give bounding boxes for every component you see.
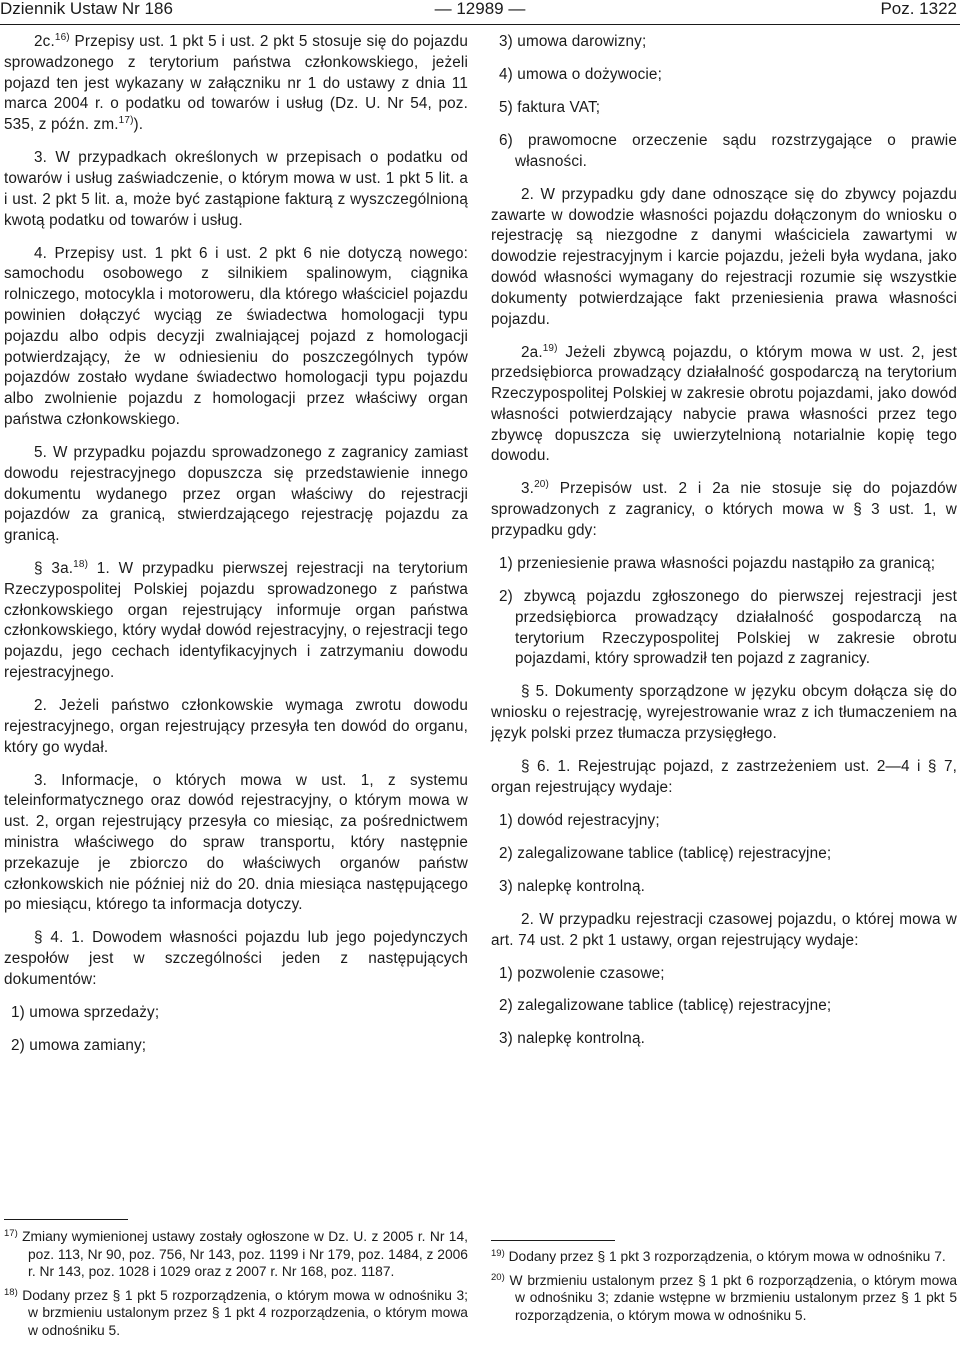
footnotes-right (491, 1248, 957, 1330)
paragraph-text: Przepisów ust. 2 i 2a nie stosuje się do pojazdów sprowadzonych z zagranicy, o których mowa w § 3 ust. 1, w przypadku gdy: (491, 480, 957, 540)
page-number: — 12989 — (434, 0, 526, 18)
paragraph-2c (4, 32, 468, 136)
list-item: 5) faktura VAT; (499, 98, 601, 116)
list-item: 1) pozwolenie czasowe; (499, 964, 665, 982)
paragraph-5-section: § 5. Dokumenty sporządzone w języku obcym dołącza się do wniosku o rejestrację, wyrejestrowanie wraz z ich tłumaczeniem na język polski przez tłumacza przysięgłego. (491, 683, 957, 742)
list-item: 1) dowód rejestracyjny; (499, 811, 660, 829)
footnote-number: 19) (491, 1247, 505, 1259)
list-item: 2) zbywcą pojazdu zgłoszonego do pierwszej rejestracji jest przedsiębiorca prowadzący działalność gospodarczą na terytorium Rzeczypospolitej Polskiej w zakresie obrotu pojazdami, który sprowadził ten pojazd z zagranicy. (499, 588, 957, 668)
paragraph-text: 1. W przypadku pierwszej rejestracji na terytorium Rzeczypospolitej Polskiej pojazdu sprowadzonego z państwa członkowskiego organ rejestrujący informuje organ państwa członkowskiego, który wydał dowód rejestracyjny, o rejestracji tego pojazdu, jego cechach identyfikacyjnych i zatrzymaniu dowodu rejestracyjnego. (4, 560, 468, 682)
paragraph-4: 4. Przepisy ust. 1 pkt 6 i ust. 2 pkt 6 nie dotyczą nowego: samochodu osobowego z silnikiem spalinowym, ciągnika rolniczego, motocykla i motoroweru, dla którego właściciel pojazdu powinien dołączyć wyciąg ze świadectwa homologacji typu pojazdu albo odpis decyzji zwalniającej pojazd z homologacji potwierdzający, że w odniesieniu do poszczególnych typów pojazdów zostało wydane świadectwo homologacji typu pojazdu albo zwolnienie pojazdu z homologacji przez właściwy organ państwa członkowskiego. (4, 244, 468, 428)
footnote-text: Zmiany wymienionej ustawy zostały ogłoszone w Dz. U. z 2005 r. Nr 14, poz. 113, Nr 90, poz. 756, Nr 143, poz. 1199 i Nr 179, poz. 1484, z 2006 r. Nr 143, poz. 1028 i 1029 oraz z 2007 r. Nr 168, poz. 1187. (22, 1229, 468, 1280)
footnote-text: W brzmieniu ustalonym przez § 1 pkt 6 rozporządzenia, o którym mowa w odnośniku 3; zdanie wstępne w brzmieniu ustalonym przez § 1 pkt 5 rozporządzenia, o którym mowa w odnośniku 5. (509, 1272, 957, 1323)
footnote-divider (4, 1219, 128, 1220)
paragraph-3a-2: 2. Jeżeli państwo członkowskie wymaga zwrotu dowodu rejestracyjnego, organ rejestrujący przesyła ten dowód do organu, który go wydał. (4, 697, 468, 756)
paragraph-4-3 (491, 479, 957, 541)
list-item: 3) nalepkę kontrolną. (499, 1030, 646, 1048)
footnotes-left (4, 1228, 468, 1346)
footnote-text: Dodany przez § 1 pkt 5 rozporządzenia, o którym mowa w odnośniku 3; w brzmieniu ustalonym przez § 1 pkt 4 rozporządzenia, o którym mowa w odnośniku 5. (22, 1287, 469, 1338)
footnote-number: 20) (491, 1271, 505, 1283)
list-item: 1) przeniesienie prawa własności pojazdu nastąpiło za granicą; (499, 555, 936, 573)
footnote-17 (4, 1228, 468, 1281)
paragraph-mark: 3. (521, 480, 535, 498)
footnote-number: 18) (4, 1286, 18, 1298)
list-item: 2) zalegalizowane tablice (tablicę) rejestracyjne; (499, 844, 832, 862)
footnote-18 (4, 1287, 468, 1340)
page-header (0, 0, 960, 24)
paragraph-mark: 2a. (521, 343, 543, 361)
footnote-ref: 16) (54, 32, 70, 43)
paragraph-mark: 2c. (34, 33, 55, 50)
footnote-ref: 19) (542, 342, 558, 354)
paragraph-3a-3: 3. Informacje, o których mowa w ust. 1, z systemu teleinformatycznego oraz dowód rejestracyjny, o którym mowa w ust. 2, organ rejestrujący przesyła co miesiąc, za pośrednictwem ministra właściwego do spraw transportu, który następnie przekazuje je zbiorczo do właściwych organów państw członkowskich nie później niż do 20. dnia miesiąca następującego po miesiącu, którego ta informacja dotyczy. (4, 771, 468, 914)
list-item: 4) umowa o dożywocie; (499, 65, 662, 83)
paragraph-4-1: § 4. 1. Dowodem własności pojazdu lub jego pojedynczych zespołów jest w szczególności jeden z następujących dokumentów: (4, 929, 468, 988)
list-item: 6) prawomocne orzeczenie sądu rozstrzygające o prawie własności. (499, 131, 957, 170)
paragraph-text: Przepisy ust. 1 pkt 5 i ust. 2 pkt 5 stosuje się do pojazdu sprowadzonego z terytorium państwa członkowskiego, jeżeli pojazd ten jest wykazany w załączniku nr 1 do ustawy z dnia 11 marca 2004 r. o podatku od towarów i usług (Dz. U. Nr 54, poz. 535, z późn. zm. (4, 33, 468, 134)
paragraph-text: ). (133, 116, 144, 134)
journal-title: Dziennik Ustaw Nr 186 (0, 0, 173, 18)
paragraph-4-2: 2. W przypadku gdy dane odnoszące się do zbywcy pojazdu zawarte w dowodzie własności pojazdu dołączonym do wniosku o rejestrację są niezgodne z danymi właściciela zawartymi w dowodzie rejestracyjnym i karcie pojazdu, jeżeli była wydana, jako dowód własności wymagany do rejestracji rozumie się wszystkie dokumenty potwierdzające fakt przeniesienia prawa własności pojazdu. (491, 185, 957, 328)
header-divider (0, 24, 960, 25)
list-item: 3) nalepkę kontrolną. (499, 877, 646, 895)
footnote-number: 17) (4, 1227, 18, 1239)
paragraph-6-1: § 6. 1. Rejestrując pojazd, z zastrzeżeniem ust. 2—4 i § 7, organ rejestrujący wydaje: (491, 757, 957, 796)
footnote-divider (491, 1240, 615, 1241)
footnote-ref: 20) (534, 479, 549, 491)
footnote-19 (491, 1248, 957, 1266)
paragraph-text: Jeżeli zbywcą pojazdu, o którym mowa w ust. 2, jest przedsiębiorca prowadzący działalność gospodarczą na terytorium Rzeczypospolitej Polskiej w zakresie obrotu pojazdami, jako dowód własności potwierdzający nabycie prawa własności przez tego zbywcę dopuszcza się uwierzytelnioną notarialnie kopię tego dowodu. (491, 343, 957, 465)
paragraph-4-2a (491, 343, 957, 468)
paragraph-mark: § 3a. (34, 560, 74, 578)
list-item: 3) umowa darowizny; (499, 33, 647, 50)
paragraph-6-2: 2. W przypadku rejestracji czasowej pojazdu, o której mowa w art. 74 ust. 2 pkt 1 ustawy, organ rejestrujący wydaje: (491, 910, 957, 949)
footnote-ref: 18) (73, 559, 89, 571)
paragraph-3: 3. W przypadkach określonych w przepisach o podatku od towarów i usług zaświadczenie, o którym mowa w ust. 1 pkt 5 lit. a i ust. 2 pkt 5 lit. a, może być zastąpione fakturą z wyszczególnioną kwotą podatku od towarów i usług. (4, 149, 468, 229)
footnote-text: Dodany przez § 1 pkt 3 rozporządzenia, o którym mowa w odnośniku 7. (508, 1249, 946, 1264)
right-column (491, 32, 957, 1050)
position-number: Poz. 1322 (880, 0, 957, 18)
paragraph-3a (4, 559, 468, 684)
list-item: 1) umowa sprzedaży; (11, 1003, 160, 1021)
paragraph-5: 5. W przypadku pojazdu sprowadzonego z zagranicy zamiast dowodu rejestracyjnego dopuszcza się przedstawienie innego dokumentu wydanego przez organ właściwy do rejestracji pojazdów za granicą, stwierdzającego rejestrację pojazdu za granicą. (4, 443, 468, 545)
list-item: 2) zalegalizowane tablice (tablicę) rejestracyjne; (499, 997, 832, 1015)
list-item: 2) umowa zamiany; (11, 1036, 147, 1054)
left-column (4, 32, 468, 1057)
footnote-20 (491, 1272, 957, 1325)
footnote-ref: 17) (118, 115, 134, 127)
